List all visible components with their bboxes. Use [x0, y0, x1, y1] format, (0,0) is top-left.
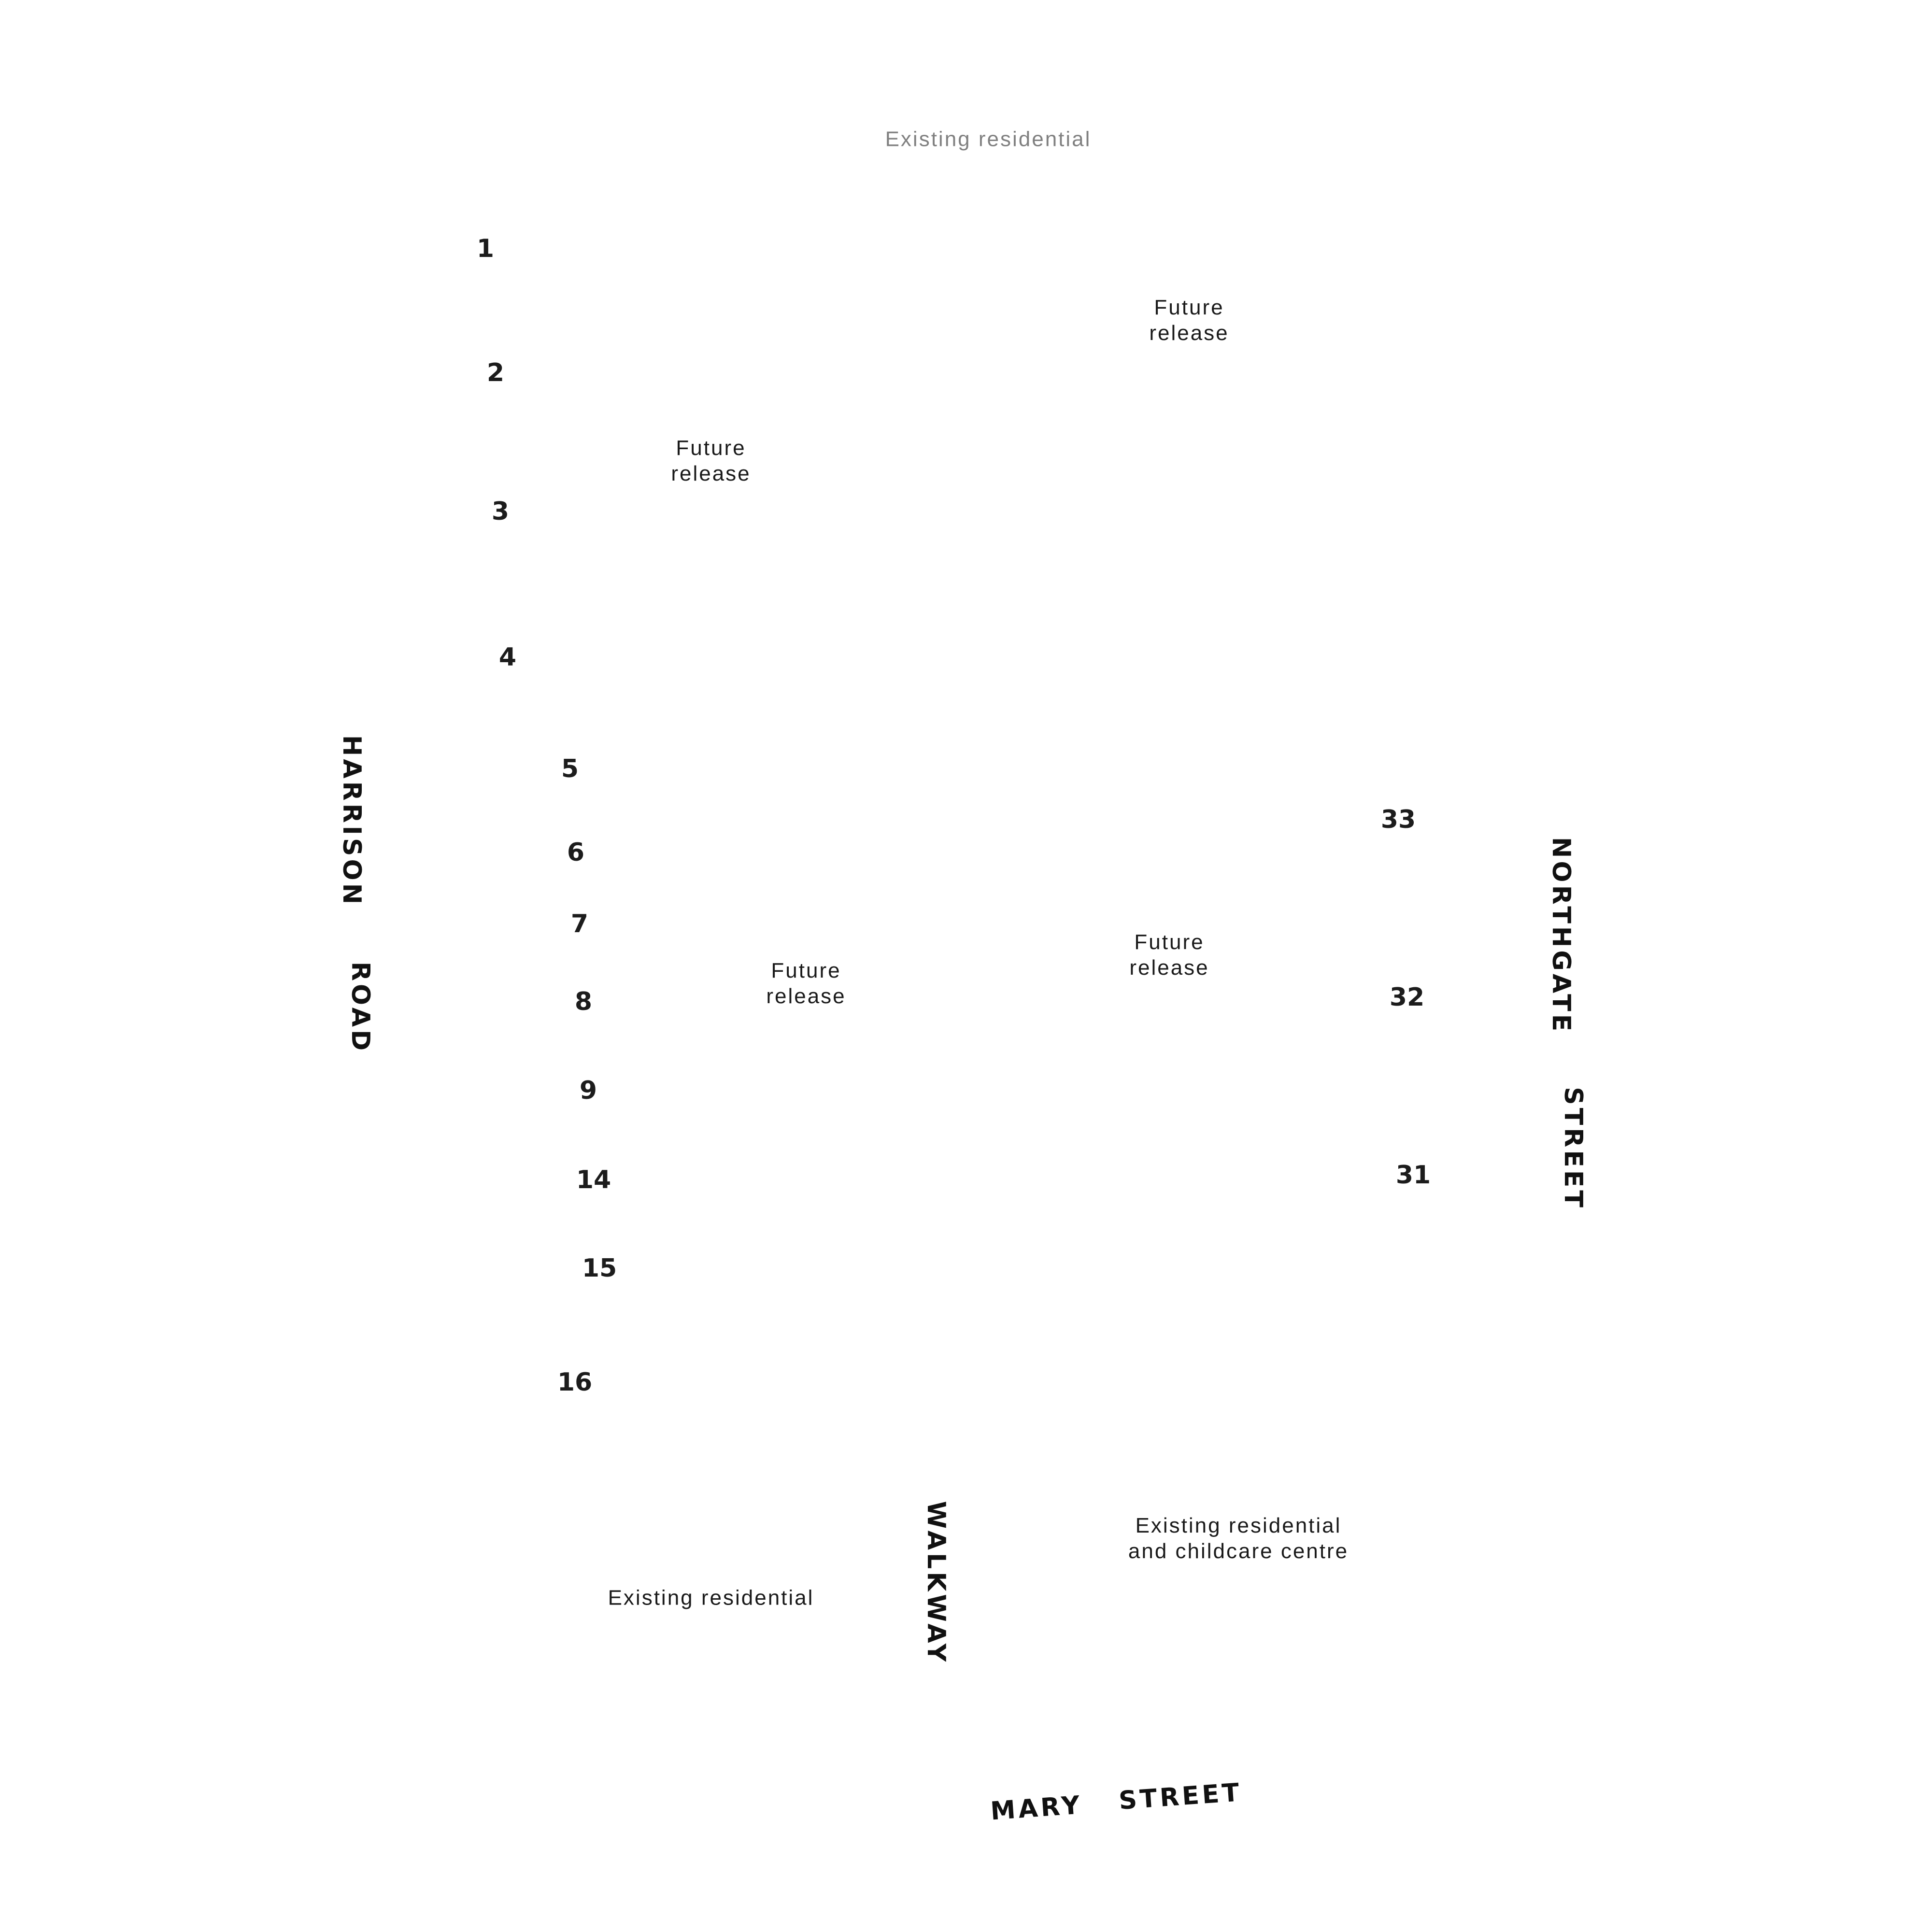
street-label-mary: MARY [989, 1790, 1084, 1826]
area-line: Future [1134, 930, 1205, 954]
lot-number-15[interactable]: 15 [582, 1254, 617, 1283]
area-future-release-top-left [671, 435, 751, 486]
area-future-release-top-right [1149, 295, 1229, 346]
lot-number-7[interactable]: 7 [570, 909, 589, 938]
lot-number-32[interactable]: 32 [1389, 983, 1425, 1012]
area-future-release-center-left [766, 958, 846, 1009]
area-line: Existing residential [1135, 1514, 1342, 1537]
lot-number-3[interactable]: 3 [491, 497, 510, 526]
lot-number-9[interactable]: 9 [579, 1076, 597, 1105]
lot-number-1[interactable]: 1 [476, 234, 495, 263]
lot-number-33[interactable]: 33 [1380, 805, 1416, 834]
lot-number-14[interactable]: 14 [576, 1165, 611, 1194]
street-label-mary-street: STREET [1118, 1778, 1243, 1816]
area-line: release [1149, 321, 1229, 345]
area-line: release [1129, 956, 1209, 980]
street-label-harrison: HARRISON [337, 735, 366, 908]
area-line: Future [771, 959, 841, 982]
lot-number-6[interactable]: 6 [567, 838, 585, 867]
lot-number-31[interactable]: 31 [1395, 1161, 1431, 1190]
area-line: and childcare centre [1128, 1539, 1349, 1563]
lot-number-5[interactable]: 5 [561, 754, 579, 783]
street-label-northgate-street: STREET [1559, 1087, 1588, 1210]
area-line: release [671, 462, 751, 485]
area-line: Future [1154, 296, 1224, 319]
area-future-release-center-right [1129, 929, 1209, 980]
area-line: Future [676, 436, 746, 460]
area-existing-residential-bottom-left: Existing residential [608, 1586, 814, 1610]
lot-number-2[interactable]: 2 [486, 358, 505, 387]
lot-number-16[interactable]: 16 [557, 1368, 593, 1397]
street-label-northgate: NORTHGATE [1547, 837, 1576, 1035]
area-existing-residential-childcare [1128, 1513, 1349, 1564]
lot-number-8[interactable]: 8 [574, 987, 593, 1016]
area-existing-residential-top: Existing residential [885, 127, 1092, 151]
street-label-road: ROAD [346, 961, 375, 1054]
street-label-walkway: WALKWAY [922, 1501, 951, 1665]
lot-number-4[interactable]: 4 [498, 643, 517, 672]
area-line: release [766, 984, 846, 1008]
